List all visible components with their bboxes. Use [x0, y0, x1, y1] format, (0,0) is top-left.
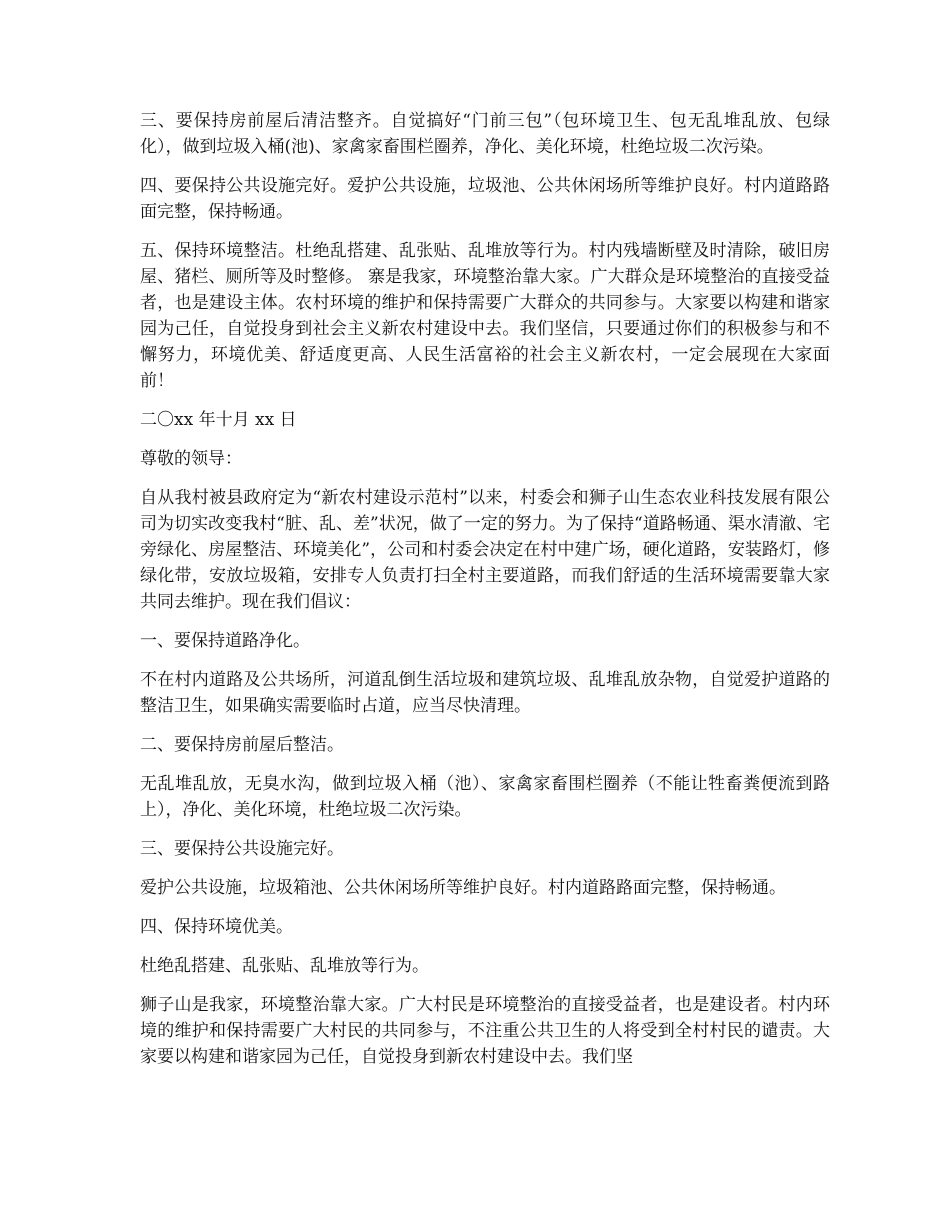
heading-item-two: 二、要保持房前屋后整洁。	[140, 735, 344, 755]
heading-item-four: 四、保持环境优美。	[140, 917, 293, 937]
paragraph-item-four: 杜绝乱搭建、乱张贴、乱堆放等行为。	[140, 956, 429, 976]
document-page	[140, 108, 830, 1083]
date-line: 二〇xx 年十月 xx 日	[140, 410, 297, 430]
paragraph-section-four-facilities: 四、要保持公共设施完好。爱护公共设施，垃圾池、公共休闲场所等维护良好。村内道路路面完整，保持畅通。	[140, 176, 830, 222]
heading-item-one: 一、要保持道路净化。	[140, 631, 310, 651]
salutation: 尊敬的领导：	[140, 449, 242, 469]
paragraph-item-two: 无乱堆乱放，无臭水沟，做到垃圾入桶（池）、家禽家畜围栏圈养（不能让牲畜粪便流到路上），净化、美化环境，杜绝垃圾二次污染。	[140, 774, 830, 820]
paragraph-closing: 狮子山是我家，环境整治靠大家。广大村民是环境整治的直接受益者，也是建设者。村内环境的维护和保持需要广大村民的共同参与，不注重公共卫生的人将受到全村村民的谴责。大家要以构建和谐家园为己任，自觉投身到新农村建设中去。我们坚	[140, 995, 830, 1067]
paragraph-introduction: 自从我村被县政府定为“新农村建设示范村”以来，村委会和狮子山生态农业科技发展有限公司为切实改变我村“脏、乱、差”状况，做了一定的努力。为了保持“道路畅通、渠水清澈、宅旁绿化、房屋整洁、环境美化”，公司和村委会决定在村中建广场，硬化道路，安装路灯，修绿化带，安放垃圾箱，安排专人负责打扫全村主要道路，而我们舒适的生活环境需要靠大家共同去维护。现在我们倡议：	[140, 488, 830, 612]
paragraph-item-three: 爱护公共设施，垃圾箱池、公共休闲场所等维护良好。村内道路路面完整，保持畅通。	[140, 878, 786, 898]
paragraph-section-three-cleanliness: 三、要保持房前屋后清洁整齐。自觉搞好“门前三包”（包环境卫生、包无乱堆乱放、包绿化），做到垃圾入桶(池)、家禽家畜围栏圈养，净化、美化环境，杜绝垃圾二次污染。	[140, 111, 830, 157]
paragraph-item-one: 不在村内道路及公共场所，河道乱倒生活垃圾和建筑垃圾、乱堆乱放杂物，自觉爱护道路的整洁卫生，如果确实需要临时占道，应当尽快清理。	[140, 670, 830, 716]
paragraph-section-five-environment: 五、保持环境整洁。杜绝乱搭建、乱张贴、乱堆放等行为。村内残墙断壁及时清除，破旧房屋、猪栏、厕所等及时整修。 寨是我家，环境整治靠大家。广大群众是环境整治的直接受益者，也是建设主体。农村环境的维护和保持需要广大群众的共同参与。大家要以构建和谐家园为己任，自觉投身到社会主义新农村建设中去。我们坚信，只要通过你们的积极参与和不懈努力，环境优美、舒适度更高、人民生活富裕的社会主义新农村，一定会展现在大家面前！	[140, 241, 830, 391]
heading-item-three: 三、要保持公共设施完好。	[140, 839, 344, 859]
